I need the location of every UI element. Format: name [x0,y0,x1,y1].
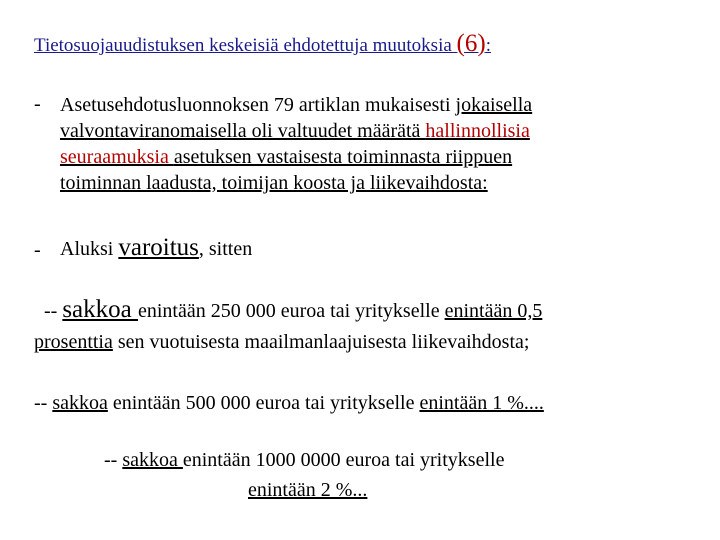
title-text: Tietosuojauudistuksen keskeisiä ehdotettuja muutoksia [34,35,457,56]
bullet1-line3-text: asetuksen vastaisesta toiminnasta riippuen [173,146,513,168]
bullet2-dash: - [34,239,41,261]
fine1-line2 [34,330,529,354]
title-colon: : [485,35,491,56]
bullet1-line1-underlined: jokaisella [455,94,533,116]
bullet2-text-c: , sitten [198,238,253,260]
fine1-line1 [44,298,542,323]
bullet1-line3 [60,145,512,169]
fine1-sakkoa: sakkoa [62,296,138,323]
fine3-dash: -- [104,449,123,471]
fine1-text: enintään 250 000 euroa tai yritykselle [138,300,445,322]
fine2-dash: -- [34,392,53,414]
fine2-line [34,391,544,415]
fine3-line1 [104,448,504,472]
title-number: (6) [456,30,486,57]
fine2-sakkoa: sakkoa [52,392,108,414]
bullet1-line2-text: valvontaviranomaisella oli valtuudet määrätä [60,120,426,142]
bullet1-line2 [60,119,530,143]
bullet1-line3-red: seuraamuksia [60,146,174,168]
fine2-text: enintään 500 000 euroa tai yritykselle [107,392,420,414]
bullet1-line4-text: toiminnan laadusta, toimijan koosta ja liikevaihdosta: [60,172,488,194]
fine3-text: enintään 1000 0000 euroa tai yritykselle [182,449,505,471]
slide-title [34,32,491,58]
fine3-max: enintään 2 %... [248,479,368,501]
bullet1-dash: - [34,93,41,115]
fine3-line2 [248,478,367,502]
fine3-sakkoa: sakkoa [122,449,183,471]
fine2-max: enintään 1 %.... [419,392,544,414]
bullet1-line1 [60,93,532,117]
bullet1-line1-text: Asetusehdotusluonnoksen 79 artiklan mukaisesti [60,94,456,116]
bullet1-line2-red: hallinnollisia [425,120,530,142]
bullet2-text-a: Aluksi [60,238,119,260]
fine1-dash: -- [44,300,63,322]
fine1-text-end: sen vuotuisesta maailmanlaajuisesta liikevaihdosta; [112,331,530,353]
fine1-max: enintään 0,5 [444,300,543,322]
fine1-prosenttia: prosenttia [34,331,113,353]
bullet2-varoitus: varoitus [118,234,199,261]
bullet2-line [60,236,252,261]
bullet1-line4 [60,171,488,195]
